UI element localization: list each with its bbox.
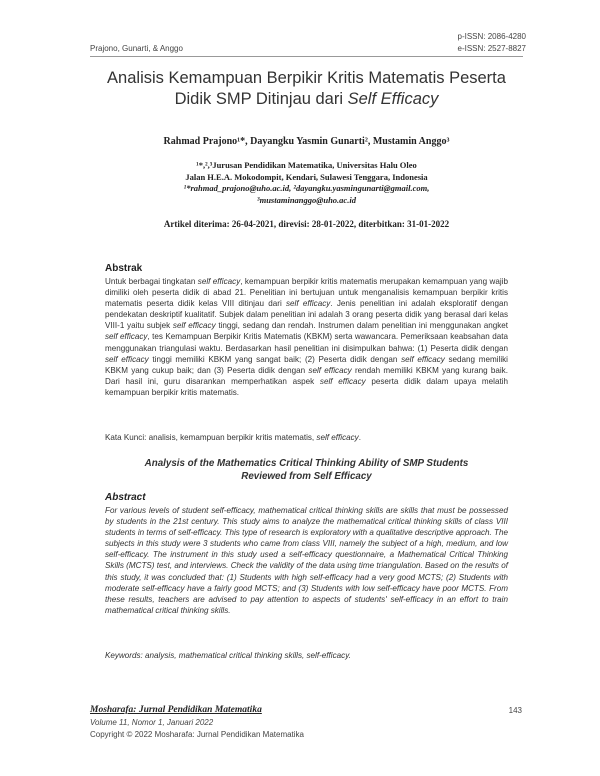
- abstract-body: For various levels of student self-efficacy, mathematical critical thinking skills are skills that must be possessed by students in the 21st century. This study aims to analyze the mathematical critical thinking skills of class VIII students in terms of self-efficacy. This type of research is exploratory with a qualitative descriptive approach. The subjects in this study were 3 students who came from class VIII, namely the subject of a high, medium, and low self-efficacy. The instrument in this study used a self-efficacy questionnaire, a Mathematical Critical Thinking Skills (MCTS) test, and interviews. Check the validity of the data using time triangulation. Based on the results of this study, it was concluded that: (1) Students with high self-efficacy had a very good MCTS; (2) Students with moderate self-efficacy have a fairly good MCTS; and (3) Students with low self-efficacy have poor MCTS. From these results, teachers are advised to pay attention to aspects of students' self-efficacy in an effort to train mathematical critical thinking skills.: [105, 506, 508, 615]
- copyright: Copyright © 2022 Mosharafa: Jurnal Pendidikan Matematika: [90, 730, 305, 739]
- english-title: [105, 457, 508, 483]
- english-title-line-1: Analysis of the Mathematics Critical Thinking Ability of SMP Students: [144, 458, 469, 469]
- authors: Rahmad Prajono¹*, Dayangku Yasmin Gunarti², Mustamin Anggo³: [163, 136, 450, 147]
- title-line-2-plain: Didik SMP Ditinjau dari: [174, 90, 348, 108]
- p-issn: p-ISSN: 2086-4280: [457, 32, 526, 41]
- keywords: Keywords: analysis, mathematical critical thinking skills, self-efficacy.: [105, 651, 351, 660]
- affiliation-line-1: ¹*,²,³Jurusan Pendidikan Matematika, Universitas Halu Oleo: [196, 160, 417, 170]
- page-number: 143: [508, 706, 522, 715]
- title-line-2-italic: Self Efficacy: [347, 90, 439, 108]
- affiliation-line-2: Jalan H.E.A. Mokodompit, Kendari, Sulawesi Tenggara, Indonesia: [185, 171, 428, 182]
- volume-issue: Volume 11, Nomor 1, Januari 2022: [90, 718, 214, 727]
- abstrak-heading: Abstrak: [105, 263, 143, 274]
- title-line-2: [90, 89, 523, 110]
- article-dates: Artikel diterima: 26-04-2021, direvisi: 28-01-2022, diterbitkan: 31-01-2022: [163, 219, 450, 229]
- email-line-2: ³mustaminanggo@uho.ac.id: [257, 194, 356, 205]
- email-line-1: ¹*rahmad_prajono@uho.ac.id, ²dayangku.yasmingunarti@gmail.com,: [183, 183, 430, 193]
- affiliation: [90, 160, 523, 206]
- running-head: Prajono, Gunarti, & Anggo: [90, 44, 183, 53]
- journal-name: Mosharafa: Jurnal Pendidikan Matematika: [90, 705, 262, 715]
- abstract-heading: Abstract: [105, 492, 146, 503]
- header-rule: [90, 56, 523, 57]
- kata-kunci: Kata Kunci: analisis, kemampuan berpikir kritis matematis, self efficacy.: [105, 433, 361, 442]
- abstrak-body: Untuk berbagai tingkatan self efficacy, kemampuan berpikir kritis matematis merupakan kemampuan yang wajib dimiliki oleh peserta didik di abad 21. Penelitian ini bertujuan untuk menganalisis kemampuan berpikir kritis matematis peserta didik kelas VIII ditinjau dari self efficacy. Jenis penelitian ini adalah eksploratif dengan pendekatan deskriptif kualitatif. Subjek dalam penelitian ini adalah 3 orang peserta didik yang berasal dari kelas VIII-1 yaitu subjek self efficacy tinggi, sedang dan rendah. Instrumen dalam penelitian ini menggunakan angket self efficacy, tes Kemampuan Berpikir Kritis Matematis (KBKM) serta wawancara. Pemeriksaan keabsahan data menggunakan triangulasi waktu. Berdasarkan hasil penelitian ini disimpulkan bahwa: (1) Peserta didik dengan self efficacy tinggi memiliki KBKM yang sangat baik; (2) Peserta didik dengan self efficacy sedang memiliki KBKM yang cukup baik; dan (3) Peserta didik dengan self efficacy rendah memiliki KBKM yang kurang baik. Dari hasil ini, guru disarankan memperhatikan aspek self efficacy peserta didik dalam upaya melatih kemampuan berpikir kritis matematis.: [105, 277, 509, 397]
- title-line-1: Analisis Kemampuan Berpikir Kritis Matematis Peserta: [107, 69, 506, 87]
- paper-title: [90, 68, 523, 110]
- e-issn: e-ISSN: 2527-8827: [457, 44, 526, 53]
- english-title-line-2: Reviewed from Self Efficacy: [241, 471, 372, 482]
